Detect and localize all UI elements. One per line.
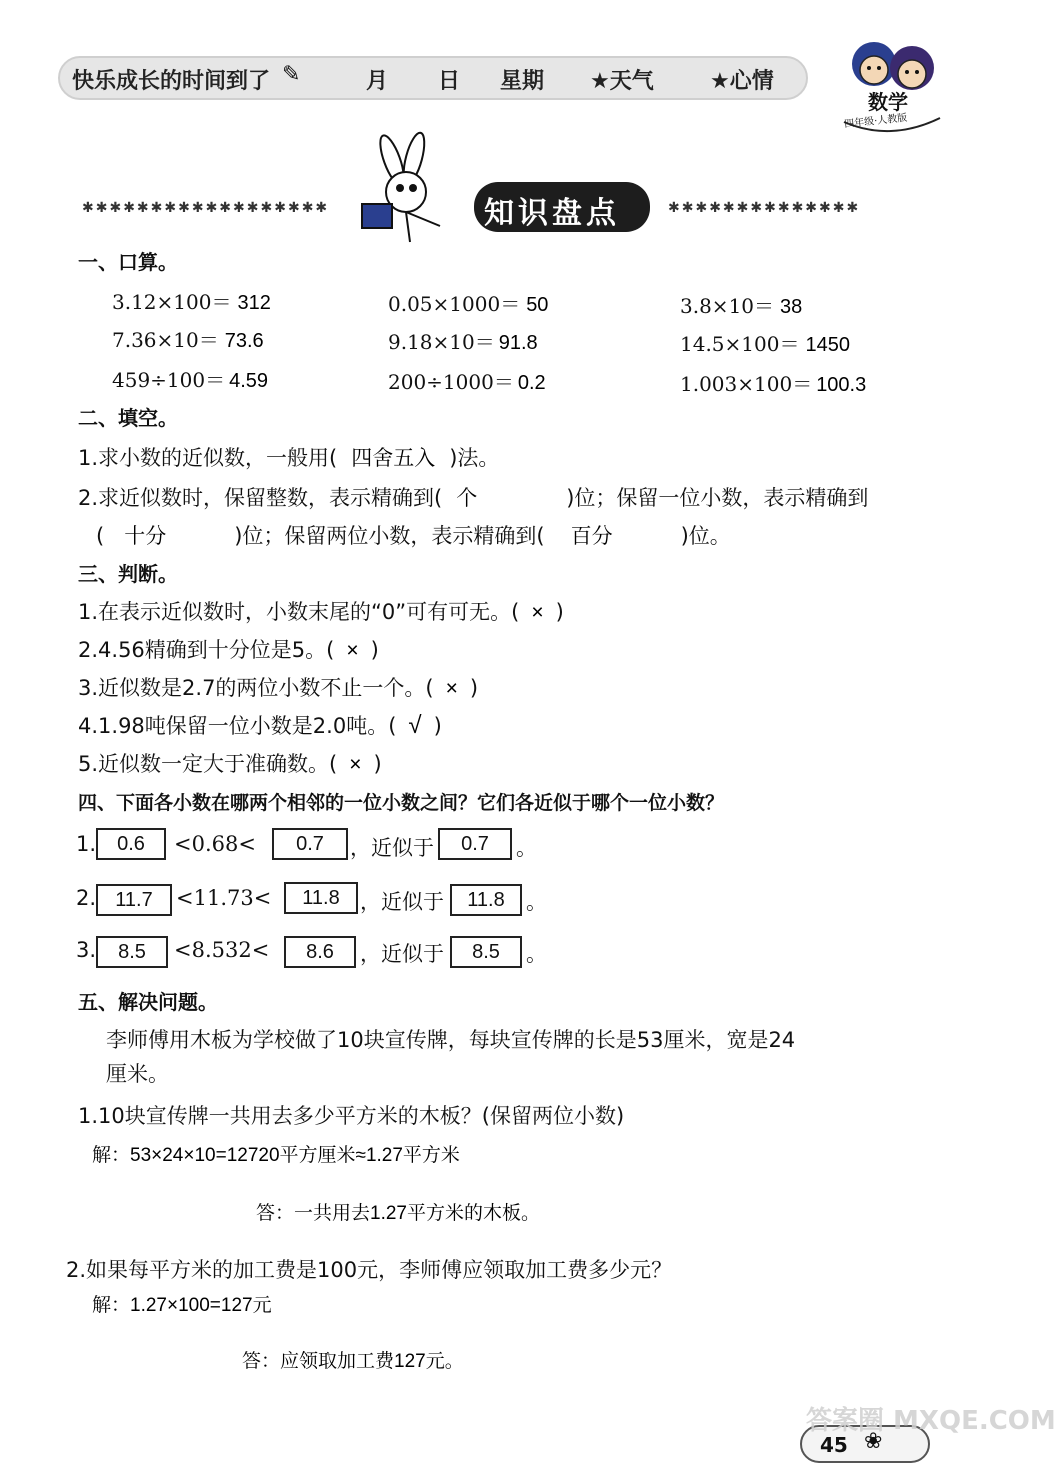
calc-answer: 73.6	[224, 330, 264, 352]
calc-answer: 4.59	[229, 370, 269, 392]
calc-item: 7.36×10＝ 73.6	[112, 328, 264, 352]
judge-item: 5.近似数一定大于准确数。( × )	[78, 752, 382, 776]
page-number: 45	[820, 1433, 848, 1457]
rabbit-mascot-icon	[350, 130, 470, 250]
watermark: 答案圈 MXQE.COM	[806, 1406, 1056, 1436]
calc-answer: 50	[526, 294, 549, 316]
calc-item: 1.003×100＝ 100.3	[680, 372, 867, 396]
fill-blank-q2-line1: 2.求近似数时，保留整数，表示精确到( 个 )位；保留一位小数，表示精确到	[78, 482, 868, 512]
calc-item: 9.18×10＝ 91.8	[388, 330, 538, 354]
row-number: 2.	[76, 886, 97, 910]
lower-bound-box: 8.5	[96, 936, 168, 968]
judge-mark: ×	[445, 677, 458, 700]
subject-label: 数学	[868, 90, 908, 114]
calc-item: 3.12×100＝ 312	[112, 290, 271, 314]
row-end: 。	[516, 836, 537, 860]
header-weather: ★天气	[590, 69, 654, 94]
row-number: 1.	[76, 832, 97, 856]
decimal-value: <11.73<	[176, 886, 272, 910]
grade-label: 四年级·人教版	[843, 112, 908, 131]
row-number: 3.	[76, 938, 97, 962]
answer-1: 答：一共用去1.27平方米的木板。	[256, 1203, 540, 1224]
approx-box: 11.8	[450, 884, 522, 916]
banner-title: 知识盘点	[484, 196, 620, 231]
blank-answer: 四舍五入	[351, 447, 436, 470]
calc-answer: 1450	[805, 334, 850, 356]
judge-mark: √	[408, 712, 422, 739]
header-weekday: 星期	[500, 69, 545, 94]
approx-box: 8.5	[450, 936, 522, 968]
question-2: 2.如果每平方米的加工费是100元，李师傅应领取加工费多少元？	[66, 1258, 673, 1282]
calc-item: 200÷1000＝ 0.2	[388, 370, 546, 394]
subject-badge	[836, 30, 946, 140]
decimal-value: <8.532<	[174, 938, 270, 962]
fill-blank-q2-line2: ( 十分 )位；保留两位小数，表示精确到( 百分 )位。	[96, 520, 731, 550]
judge-mark: ×	[531, 601, 544, 624]
judge-mark: ×	[349, 753, 362, 776]
calc-answer: 312	[237, 292, 271, 314]
blank-answer: 十分	[124, 525, 167, 548]
approx-label: ，近似于	[360, 942, 444, 966]
pencil-icon: ✎	[282, 62, 301, 87]
row-end: 。	[526, 890, 547, 914]
problem-intro-cont: 厘米。	[106, 1062, 169, 1086]
judge-item: 4.1.98吨保留一位小数是2.0吨。( √ )	[78, 712, 442, 739]
section5-heading: 五、解决问题。	[78, 990, 218, 1014]
knowledge-banner	[472, 176, 652, 238]
header-day: 日	[438, 69, 461, 94]
lower-bound-box: 11.7	[96, 884, 172, 916]
problem-intro: 李师傅用木板为学校做了10块宣传牌，每块宣传牌的长是53厘米，宽是24	[106, 1028, 796, 1052]
header-bar	[58, 56, 808, 100]
blank-answer: 百分	[570, 525, 613, 548]
calc-answer: 0.2	[517, 372, 546, 394]
calc-answer: 100.3	[816, 374, 867, 396]
approx-box: 0.7	[438, 828, 512, 860]
lower-bound-box: 0.6	[96, 828, 166, 860]
fill-blank-q1: 1.求小数的近似数，一般用( 四舍五入 )法。	[78, 446, 500, 470]
judge-item: 3.近似数是2.7的两位小数不止一个。( × )	[78, 676, 479, 700]
section3-heading: 三、判断。	[78, 562, 178, 586]
calc-answer: 91.8	[498, 332, 538, 354]
upper-bound-box: 8.6	[284, 936, 356, 968]
dotted-divider-right: ✱✱✱✱✱✱✱✱✱✱✱✱✱✱	[668, 200, 861, 216]
approx-label: ，近似于	[360, 890, 444, 914]
mascot-footer-icon: ❀	[864, 1429, 883, 1454]
section2-heading: 二、填空。	[78, 406, 178, 430]
solution-2: 解：1.27×100=127元	[92, 1295, 272, 1316]
judge-mark: ×	[346, 639, 359, 662]
header-slogan: 快乐成长的时间到了	[72, 69, 271, 94]
header-month: 月	[366, 69, 389, 94]
section4-heading: 四、下面各小数在哪两个相邻的一位小数之间？它们各近似于哪个一位小数？	[78, 792, 725, 814]
judge-item: 1.在表示近似数时，小数末尾的“0”可有可无。( × )	[78, 600, 564, 624]
calc-answer: 38	[780, 296, 803, 318]
approx-label: ，近似于	[350, 836, 434, 860]
solution-1: 解：53×24×10=12720平方厘米≈1.27平方米	[92, 1145, 460, 1166]
dotted-divider-left: ✱✱✱✱✱✱✱✱✱✱✱✱✱✱✱✱✱✱	[82, 200, 330, 216]
calc-item: 3.8×10＝ 38	[680, 294, 803, 318]
calc-item: 459÷100＝ 4.59	[112, 368, 269, 392]
header-mood: ★心情	[710, 69, 774, 94]
decimal-value: <0.68<	[174, 832, 256, 856]
row-end: 。	[526, 942, 547, 966]
judge-item: 2.4.56精确到十分位是5。( × )	[78, 638, 379, 662]
upper-bound-box: 0.7	[272, 828, 348, 860]
blank-answer: 个	[456, 487, 478, 510]
section1-heading: 一、口算。	[78, 250, 178, 274]
question-1: 1.10块宣传牌一共用去多少平方米的木板？(保留两位小数)	[78, 1104, 625, 1128]
calc-item: 14.5×100＝ 1450	[680, 332, 850, 356]
upper-bound-box: 11.8	[284, 882, 358, 914]
calc-item: 0.05×1000＝ 50	[388, 292, 549, 316]
answer-2: 答：应领取加工费127元。	[242, 1351, 464, 1372]
